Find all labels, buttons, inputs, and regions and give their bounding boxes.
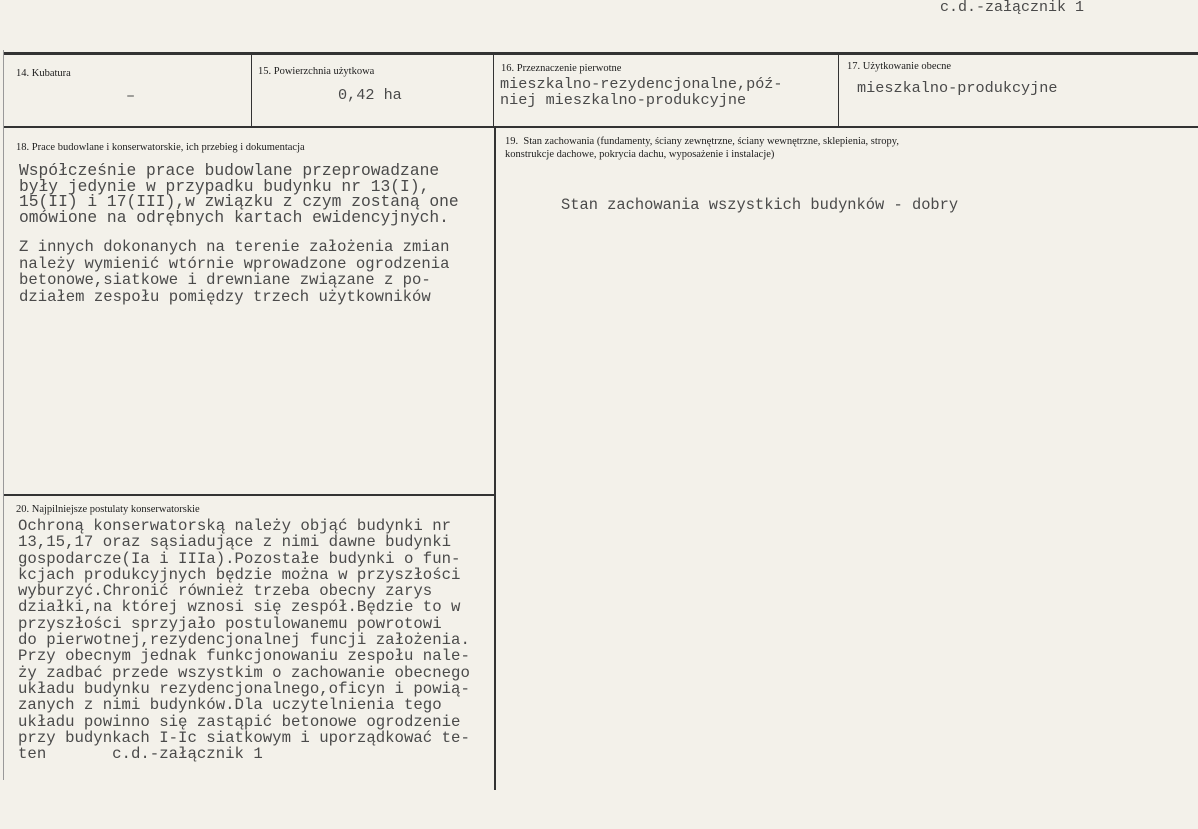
field-15-value: 0,42 ha (338, 86, 402, 104)
field-19-value: Stan zachowania wszystkich budynków - dobry (561, 196, 959, 214)
row1-top-border (4, 52, 1198, 55)
divider-15-16 (493, 54, 494, 127)
field-14-label: 14. Kubatura (16, 68, 71, 79)
divider-16-17 (838, 54, 839, 127)
field-20-text: Ochroną konserwatorską należy objąć budynki nr 13,15,17 oraz sąsiadujące z nimi dawne budynki gospodarcze(Ia i IIIa).Pozostałe budynki o fun- kcjach produkcyjnych będzie można w przyszłości wyburzyć.Chronić również trzeba obecny zarys działki,na której wznosi się zespół.Będzie to w przyszłości sprzyjało postulowanemu powrotowi do pierwotnej,rezydencjonalnej funcji założenia. Przy obecnym jednak funkcjonowaniu zespołu nale- ży zadbać przede wszystkim o zachowanie obecnego układu budynku rezydencjonalnego,oficyn i powią- zanych z nimi budynków.Dla uczytelnienia tego układu powinno się zastąpić betonowe ogrodzenie przy budynkach I-Ic siatkowym i uporządkować te- ten c.d.-załącznik 1 (18, 517, 470, 764)
field-17-value: mieszkalno-produkcyjne (857, 79, 1058, 97)
field-14-value: – (126, 87, 136, 105)
field-20-label: 20. Najpilniejsze postulaty konserwatorskie (16, 504, 200, 515)
divider-14-15 (251, 54, 252, 127)
field-18-paragraph-1: Współcześnie prace budowlane przeprowadzane były jedynie w przypadku budynku nr 13(I), 15(II) i 17(III),w związku z czym zostaną one omówione na odrębnych kartach ewidencyjnych. (19, 161, 459, 227)
field-18-label: 18. Prace budowlane i konserwatorskie, ich przebieg i dokumentacja (16, 142, 305, 153)
field-15-label: 15. Powierzchnia użytkowa (258, 66, 375, 77)
main-vertical-divider (494, 127, 496, 790)
left-edge-line (3, 50, 4, 780)
field-18-20-separator (4, 494, 495, 496)
field-16-label: 16. Przeznaczenie pierwotne (501, 63, 622, 74)
field-18-paragraph-2: Z innych dokonanych na terenie założenia zmian należy wymienić wtórnie wprowadzone ogrodzenia betonowe,siatkowe i drewniane związane z po- działem zespołu pomiędzy trzech użytkowników (19, 238, 450, 306)
field-16-value: mieszkalno-rezydencjonalne,póź- niej mieszkalno-produkcyjne (500, 75, 783, 109)
row1-bottom-border (4, 126, 1198, 128)
field-17-label: 17. Użytkowanie obecne (847, 61, 952, 72)
field-19-label: 19. Stan zachowania (fundamenty, ściany zewnętrzne, ściany wewnętrzne, sklepienia, stropy, konstrukcje dachowe, pokrycia dachu, wyposażenie i instalacje) (505, 136, 899, 160)
continuation-note-top: c.d.-załącznik 1 (940, 0, 1085, 16)
